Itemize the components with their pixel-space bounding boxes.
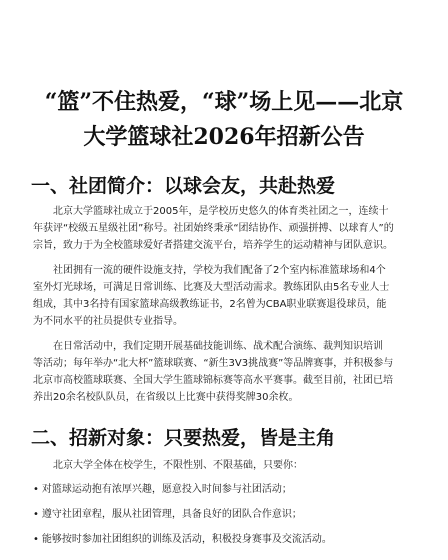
bullet-icon: • (33, 534, 39, 545)
list-item-text: 遵守社团章程，服从社团管理，具备良好的团队合作意识； (41, 509, 302, 520)
page-title-line-2: 大学篮球社2026年招新公告 (83, 124, 365, 150)
list-item (33, 481, 423, 498)
text-line: 养出20余名校队队员，在省级以上比赛中获得奖牌30余枚。 (33, 392, 299, 403)
text-line: 室外灯光球场，可满足日常训练、比赛及大型活动需求。教练团队由5名专业人士 (33, 282, 390, 293)
intro-paragraph-1 (33, 203, 419, 254)
section-heading-intro: 一、社团简介：以球会友，共赴热爱 (31, 175, 336, 197)
requirements-list (33, 481, 423, 556)
page-title-line-1: “篮”不住热爱，“球”场上见——北京 (44, 89, 404, 115)
list-item (33, 531, 423, 548)
bullet-icon: • (33, 509, 39, 520)
text-line: 组成，其中3名持有国家篮球高级教练证书，2名曾为CBA职业联赛退役球员，能 (33, 299, 387, 310)
list-item-text: 对篮球运动抱有浓厚兴趣，愿意投入时间参与社团活动； (41, 484, 292, 495)
text-line: 北京市高校篮球联赛、全国大学生篮球锦标赛等高水平赛事。截至目前，社团已培 (33, 375, 393, 386)
text-line: 北京大学篮球社成立于2005年，是学校历史悠久的体育类社团之一，连续十 (53, 206, 389, 217)
list-item-text: 能够按时参加社团组织的训练及活动，积极投身赛事及交流活动。 (41, 534, 332, 545)
text-line: 为不同水平的社员提供专业指导。 (33, 316, 183, 327)
text-line: 年获评“校级五星级社团”称号。社团始终秉承“团结协作、顽强拼搏、以球育人”的 (33, 223, 394, 234)
text-line: 宗旨，致力于为全校篮球爱好者搭建交流平台，培养学生的运动精神与团队意识。 (33, 240, 393, 251)
text-line: 等活动；每年举办“北大杯”篮球联赛、“新生3V3挑战赛”等品牌赛事，并积极参与 (33, 358, 394, 369)
text-line: 在日常活动中，我们定期开展基础技能训练、战术配合演练、裁判知识培训 (53, 341, 383, 352)
intro-paragraph-3 (33, 338, 419, 406)
intro-paragraph-2 (33, 262, 419, 330)
recruitment-intro (33, 457, 419, 474)
text-line: 社团拥有一流的硬件设施支持，学校为我们配备了2个室内标准篮球场和4个 (53, 265, 386, 276)
section-heading-recruitment: 二、招新对象：只要热爱，皆是主角 (31, 427, 336, 449)
text-line: 北京大学全体在校学生，不限性别、不限基础，只要你： (53, 460, 303, 471)
bullet-icon: • (33, 484, 39, 495)
list-item (33, 506, 423, 523)
